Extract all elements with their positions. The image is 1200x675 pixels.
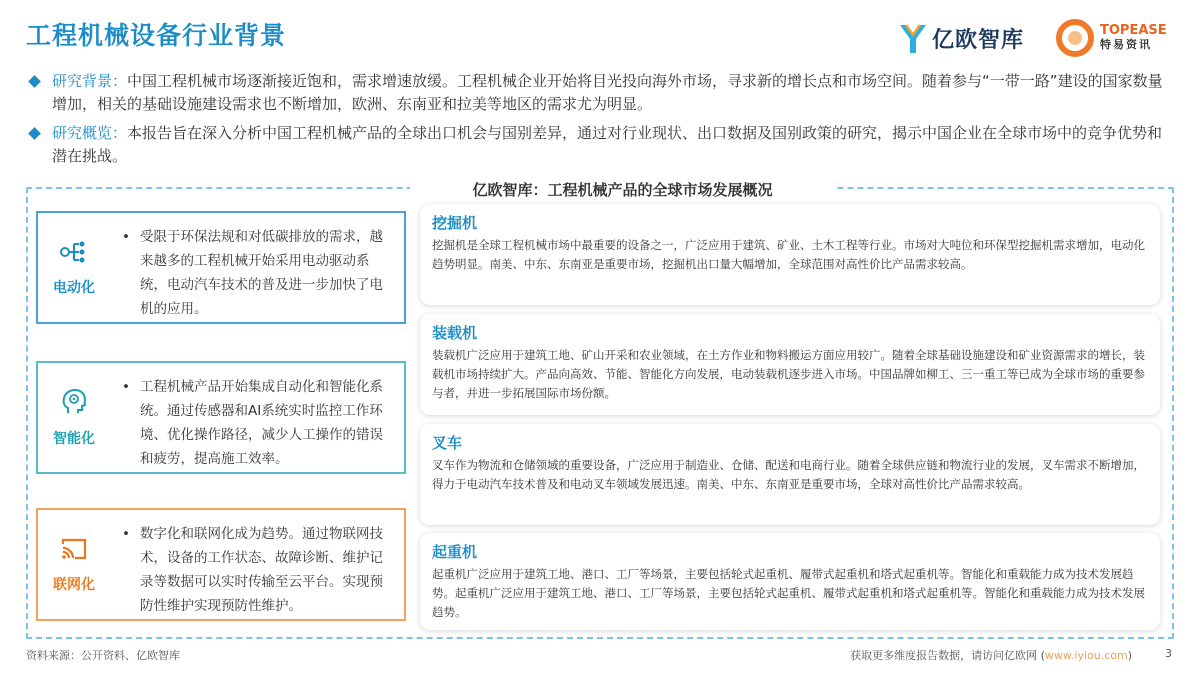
bullet-dot: • bbox=[122, 379, 130, 395]
product-text: 装载机广泛应用于建筑工地、矿山开采和农业领域，在土方作业和物料搬运方面应用较广。随着全球基础设施建设和矿业资源需求的增长，装载机市场持续扩大。产品向高效、节能、智能化方向发展，电动装载机逐步进入市场。中国品牌如柳工、三一重工等已成为全球市场的重要参与者，并进一步拓展国际市场份额。 bbox=[432, 348, 1145, 400]
product-card-crane bbox=[420, 533, 1160, 630]
trend-box-intelligence bbox=[36, 361, 406, 474]
page-number: 3 bbox=[1165, 647, 1172, 660]
bullet-dot: • bbox=[122, 229, 130, 245]
page-title: 工程机械设备行业背景 bbox=[26, 21, 287, 50]
topease-logo-icon bbox=[1056, 19, 1094, 57]
section-title: 亿欧智库：工程机械产品的全球市场发展概况 bbox=[410, 177, 835, 203]
yiou-logo-icon bbox=[898, 21, 928, 55]
product-card-excavator bbox=[420, 204, 1160, 305]
source-note: 资料来源：公开资料、亿欧智库 bbox=[26, 649, 180, 662]
product-text: 叉车作为物流和仓储领域的重要设备，广泛应用于制造业、仓储、配送和电商行业。随着全球供应链和物流行业的发展，叉车需求不断增加，得力于电动汽车技术普及和电动叉车领域发展迅速。南美、中东、东南亚是重要市场，全球对高性价比产品需求较高。 bbox=[432, 458, 1145, 491]
footer-more-end: ) bbox=[1127, 649, 1132, 662]
intro-label: 研究概览： bbox=[52, 124, 128, 142]
footer-more-info bbox=[850, 647, 1132, 663]
topease-logo-en: TOPEASE bbox=[1100, 23, 1167, 38]
product-text: 起重机广泛应用于建筑工地、港口、工厂等场景，主要包括轮式起重机、履带式起重机和塔式起重机等。智能化和重载能力成为技术发展趋势。起重机广泛应用于建筑工地、港口、工厂等场景，主要包括轮式起重机、履带式起重机和塔式起重机等。智能化和重载能力成为技术发展趋势。 bbox=[432, 567, 1145, 619]
intro-bullets bbox=[26, 70, 1176, 174]
trend-description bbox=[122, 225, 394, 321]
topease-logo-cn: 特易资讯 bbox=[1100, 38, 1152, 51]
trend-text: 受限于环保法规和对低碳排放的需求，越来越多的工程机械开始采用电动驱动系统，电动汽车技术的普及进一步加快了电机的应用。 bbox=[140, 229, 383, 317]
electric-icon bbox=[60, 239, 88, 265]
diamond-bullet-icon bbox=[28, 127, 41, 140]
intro-text: 本报告旨在深入分析中国工程机械产品的全球出口机会与国别差异，通过对行业现状、出口数据及国别政策的研究，揭示中国企业在全球市场中的竞争优势和潜在挑战。 bbox=[52, 124, 1163, 165]
cast-icon bbox=[60, 536, 88, 562]
trend-label: 智能化 bbox=[53, 430, 95, 447]
diamond-bullet-icon bbox=[28, 75, 41, 88]
trend-text: 工程机械产品开始集成自动化和智能化系统。通过传感器和AI系统实时监控工作环境、优化操作路径，减少人工操作的错误和疲劳，提高施工效率。 bbox=[140, 379, 383, 467]
intro-label: 研究背景： bbox=[52, 72, 128, 90]
product-title: 起重机 bbox=[432, 543, 478, 561]
product-title: 叉车 bbox=[432, 434, 463, 452]
trend-description bbox=[122, 375, 394, 471]
trend-box-networking bbox=[36, 508, 406, 621]
intro-text: 中国工程机械市场逐渐接近饱和，需求增速放缓。工程机械企业开始将目光投向海外市场，寻求新的增长点和市场空间。随着参与“一带一路”建设的国家数量增加，相关的基础设施建设需求也不断增加，欧洲、东南亚和拉美等地区的需求尤为明显。 bbox=[52, 72, 1163, 113]
yiou-logo-text: 亿欧智库 bbox=[932, 27, 1025, 53]
trend-box-electrification bbox=[36, 211, 406, 324]
product-title: 挖掘机 bbox=[432, 214, 478, 232]
footer-more-text: 获取更多维度报告数据，请访问亿欧网 ( bbox=[850, 649, 1045, 662]
product-card-loader bbox=[420, 314, 1160, 415]
topease-logo bbox=[1056, 18, 1167, 58]
trend-label: 联网化 bbox=[53, 576, 95, 593]
website-link[interactable]: www.iyiou.com bbox=[1044, 649, 1128, 662]
trend-text: 数字化和联网化成为趋势。通过物联网技术，设备的工作状态、故障诊断、维护记录等数据可以实时传输至云平台。实现预防性维护实现预防性维护。 bbox=[140, 526, 383, 614]
intro-bullet-background bbox=[26, 70, 1176, 116]
product-title: 装载机 bbox=[432, 324, 478, 342]
trend-label: 电动化 bbox=[53, 279, 95, 296]
product-text: 挖掘机是全球工程机械市场中最重要的设备之一，广泛应用于建筑、矿业、土木工程等行业。市场对大吨位和环保型挖掘机需求增加，电动化趋势明显。南美、中东、东南亚是重要市场，挖掘机出口量大幅增加，全球范围对高性价比产品需求较高。 bbox=[432, 238, 1145, 271]
bullet-dot: • bbox=[122, 526, 130, 542]
trend-description bbox=[122, 522, 394, 618]
brain-icon bbox=[60, 388, 88, 416]
yiou-logo bbox=[898, 18, 1024, 58]
intro-bullet-overview bbox=[26, 122, 1176, 168]
product-card-forklift bbox=[420, 424, 1160, 525]
